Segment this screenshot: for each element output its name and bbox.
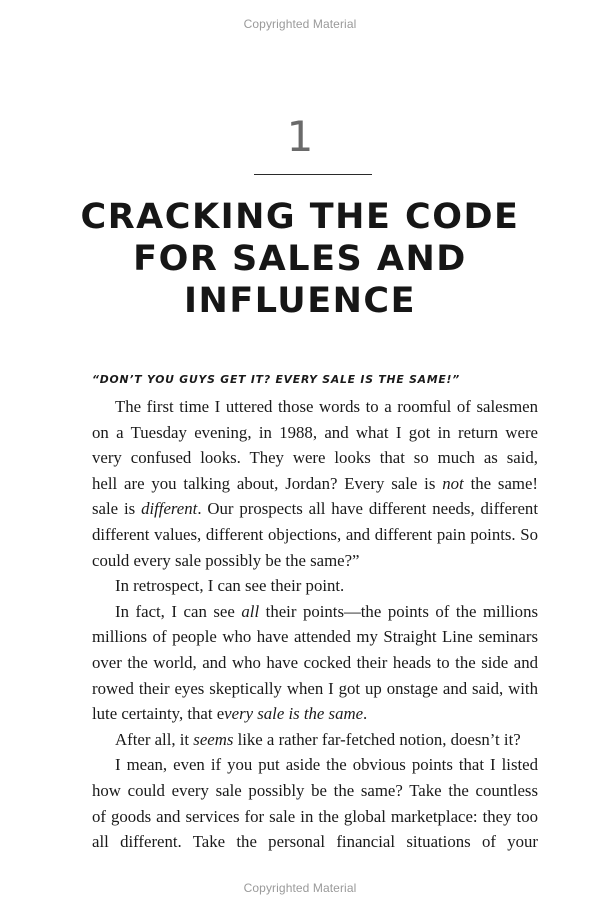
emphasis: all [241,601,260,621]
text-run: their points—the points of the millions [265,601,538,621]
watermark-top: Copyrighted Material [243,17,357,31]
text-run: . Our prospects all have different needs, different [197,499,538,519]
text-line [92,471,538,497]
text-line: over the world, and who have cocked their heads to the side and [92,652,538,672]
emphasis: not [442,473,464,493]
text-line: on a Tuesday evening, in 1988, and what I got in return were [92,422,538,442]
chapter-title-line: CRACKING THE CODE [80,197,520,237]
text-line: millions of people who have attended my Straight Line seminars [92,627,538,647]
text-line: very confused looks. They were looks that so much as said, [92,448,538,468]
text-line [92,496,538,522]
emphasis: different [141,499,198,519]
text-line: In retrospect, I can see their point. [115,576,345,596]
text-line [92,701,538,727]
chapter-number: 1 [286,112,314,161]
text-run: hell are you talking about, Jordan? Every sale is [92,473,443,493]
chapter-title-line: INFLUENCE [184,281,416,321]
text-run: . [363,704,368,724]
text-line: of goods and services for sale in the global marketplace: they too [92,806,538,826]
text-line [92,727,538,753]
emphasis: very sale is the same [224,704,364,724]
text-line: how could every sale possibly be the same? Take the countless [92,780,538,800]
body-text [92,394,538,855]
text-run: like a rather far-fetched notion, doesn’t it? [233,729,521,749]
chapter-divider [254,174,372,175]
epigraph: “DON’T YOU GUYS GET IT? EVERY SALE IS THE SAME!” [92,373,461,386]
text-line: The first time I uttered those words to a roomful of salesmen [115,397,538,416]
text-line [92,599,538,625]
text-line: rowed their eyes skeptically when I got up onstage and said, with [92,678,538,698]
text-line: different values, different objections, and different pain points. So [92,524,538,544]
text-run: In fact, I can see [115,601,242,621]
text-line: all different. Take the personal financial situations of your [92,832,538,852]
text-line: could every sale possibly be the same?” [92,550,360,570]
text-run: the same! [470,473,538,493]
chapter-title [40,196,560,322]
emphasis: seems [193,729,234,749]
text-run: After all, it [115,729,194,749]
chapter-title-line: FOR SALES AND [133,239,467,279]
text-run: sale is [92,499,142,519]
text-run: lute certainty, that e [92,704,225,724]
text-line: I mean, even if you put aside the obvious points that I listed [115,755,538,775]
watermark-bottom: Copyrighted Material [243,881,357,895]
